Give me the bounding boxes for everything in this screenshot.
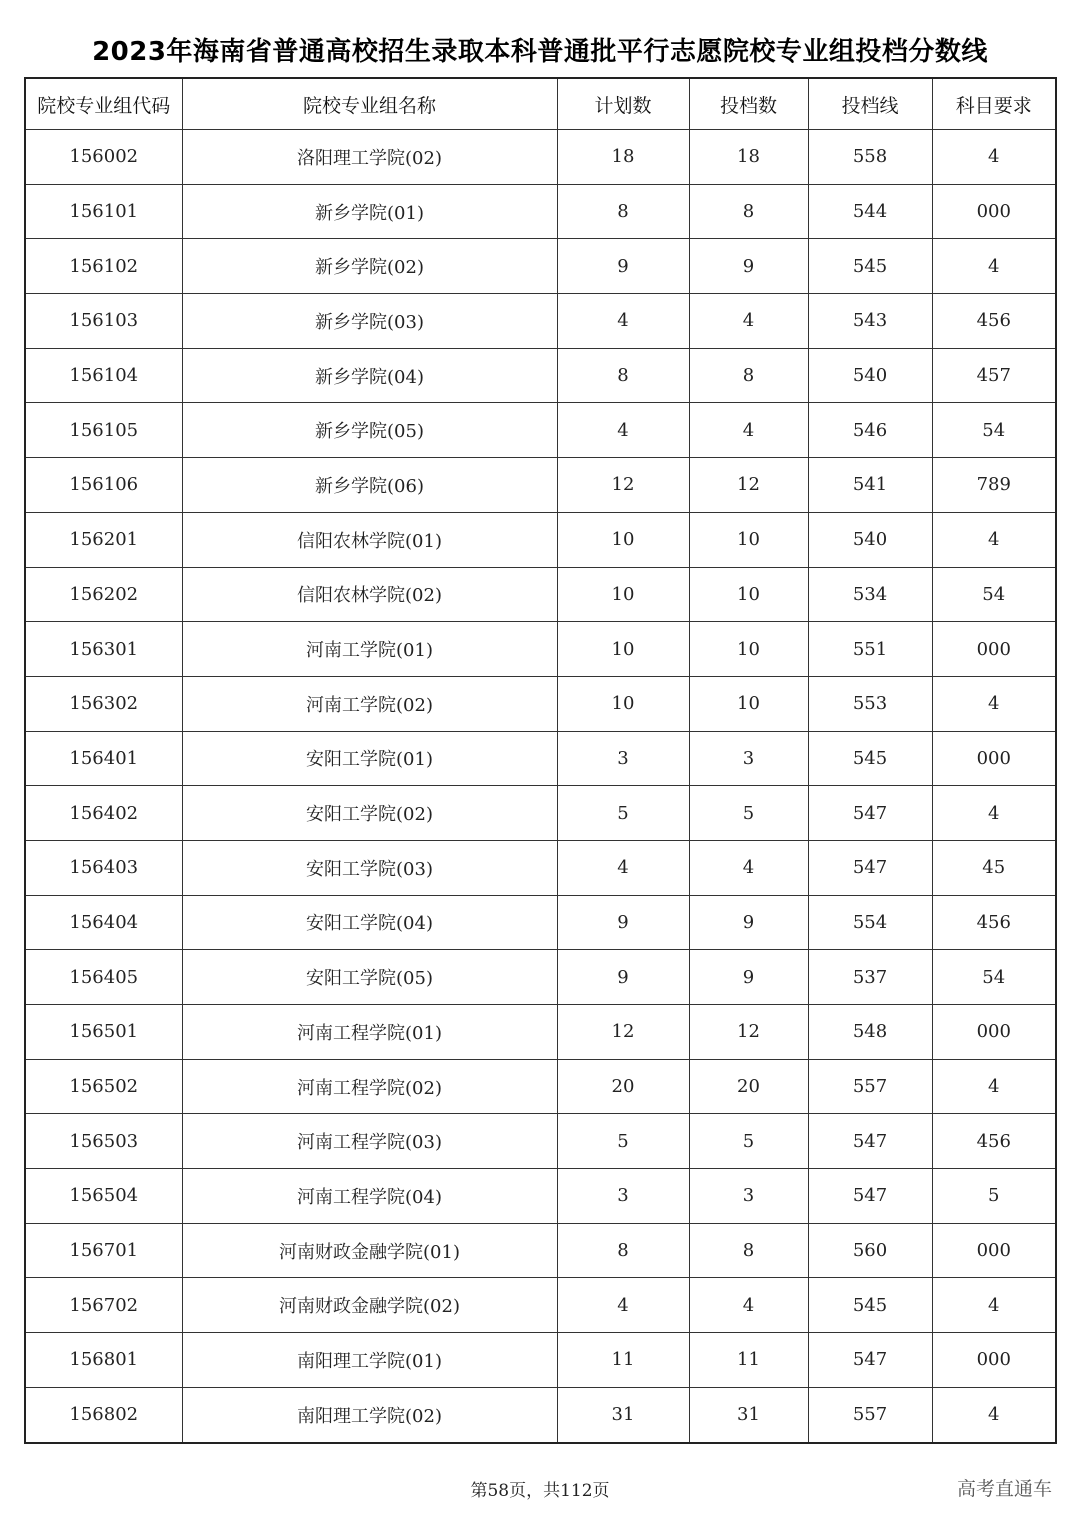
table-row: [25, 458, 1056, 513]
cutoff-score-cell: 547: [808, 840, 932, 895]
plan-count-cell: 9: [557, 895, 689, 950]
subject-requirement-cell: 54: [932, 567, 1056, 622]
table-row: [25, 567, 1056, 622]
plan-count-cell: 9: [557, 239, 689, 294]
cutoff-score-cell: 551: [808, 622, 932, 677]
table-row: [25, 1278, 1056, 1333]
plan-count-cell: 18: [557, 130, 689, 185]
cutoff-score-cell: 544: [808, 184, 932, 239]
admit-count-cell: 18: [689, 130, 808, 185]
admit-count-cell: 8: [689, 184, 808, 239]
cutoff-score-cell: 545: [808, 1278, 932, 1333]
subject-requirement-cell: 000: [932, 622, 1056, 677]
table-row: [25, 1114, 1056, 1169]
admit-count-cell: 10: [689, 622, 808, 677]
group-name-cell: 河南工程学院(03): [182, 1114, 557, 1169]
group-name-cell: 河南工学院(01): [182, 622, 557, 677]
subject-requirement-cell: 4: [932, 1059, 1056, 1114]
table-row: [25, 731, 1056, 786]
admit-count-cell: 9: [689, 239, 808, 294]
group-name-cell: 新乡学院(03): [182, 294, 557, 349]
group-code-cell: 156504: [25, 1169, 182, 1224]
admit-count-cell: 3: [689, 1169, 808, 1224]
table-row: [25, 294, 1056, 349]
subject-requirement-cell: 4: [932, 786, 1056, 841]
admit-count-cell: 12: [689, 458, 808, 513]
group-code-cell: 156106: [25, 458, 182, 513]
admit-count-cell: 8: [689, 348, 808, 403]
table-row: [25, 676, 1056, 731]
plan-count-cell: 20: [557, 1059, 689, 1114]
table-row: [25, 950, 1056, 1005]
cutoff-score-cell: 545: [808, 239, 932, 294]
group-code-cell: 156302: [25, 676, 182, 731]
admit-count-cell: 9: [689, 895, 808, 950]
plan-count-cell: 12: [557, 1005, 689, 1060]
plan-count-cell: 5: [557, 786, 689, 841]
subject-requirement-cell: 000: [932, 731, 1056, 786]
table-row: [25, 1059, 1056, 1114]
group-code-cell: 156201: [25, 512, 182, 567]
admit-count-cell: 4: [689, 840, 808, 895]
group-code-cell: 156701: [25, 1223, 182, 1278]
group-code-cell: 156502: [25, 1059, 182, 1114]
plan-count-cell: 10: [557, 567, 689, 622]
subject-requirement-cell: 457: [932, 348, 1056, 403]
cutoff-score-cell: 541: [808, 458, 932, 513]
plan-count-cell: 5: [557, 1114, 689, 1169]
cutoff-score-cell: 558: [808, 130, 932, 185]
admit-count-cell: 10: [689, 567, 808, 622]
group-code-cell: 156405: [25, 950, 182, 1005]
group-name-cell: 河南财政金融学院(01): [182, 1223, 557, 1278]
group-name-cell: 南阳理工学院(01): [182, 1333, 557, 1388]
group-code-cell: 156202: [25, 567, 182, 622]
table-row: [25, 895, 1056, 950]
table-body: [25, 130, 1056, 1443]
cutoff-score-cell: 547: [808, 1169, 932, 1224]
table-header-row: [25, 78, 1056, 130]
group-name-cell: 新乡学院(01): [182, 184, 557, 239]
admit-count-cell: 11: [689, 1333, 808, 1388]
group-name-cell: 河南工程学院(01): [182, 1005, 557, 1060]
group-name-cell: 安阳工学院(04): [182, 895, 557, 950]
group-code-cell: 156105: [25, 403, 182, 458]
group-code-cell: 156402: [25, 786, 182, 841]
plan-count-cell: 12: [557, 458, 689, 513]
admit-count-cell: 4: [689, 403, 808, 458]
subject-requirement-cell: 4: [932, 1387, 1056, 1442]
page-title: 2023年海南省普通高校招生录取本科普通批平行志愿院校专业组投档分数线: [92, 37, 988, 67]
table-row: [25, 1333, 1056, 1388]
subject-requirement-cell: 456: [932, 294, 1056, 349]
plan-count-cell: 3: [557, 1169, 689, 1224]
subject-requirement-cell: 5: [932, 1169, 1056, 1224]
plan-count-cell: 11: [557, 1333, 689, 1388]
plan-count-cell: 8: [557, 184, 689, 239]
subject-requirement-cell: 000: [932, 184, 1056, 239]
subject-requirement-cell: 4: [932, 130, 1056, 185]
cutoff-score-cell: 548: [808, 1005, 932, 1060]
group-code-cell: 156102: [25, 239, 182, 294]
admit-count-cell: 8: [689, 1223, 808, 1278]
table-row: [25, 786, 1056, 841]
admit-count-cell: 20: [689, 1059, 808, 1114]
score-table: [24, 77, 1057, 1444]
cutoff-score-cell: 547: [808, 1333, 932, 1388]
group-code-cell: 156404: [25, 895, 182, 950]
group-code-cell: 156101: [25, 184, 182, 239]
admit-count-cell: 10: [689, 676, 808, 731]
cutoff-score-cell: 547: [808, 1114, 932, 1169]
admit-count-cell: 4: [689, 294, 808, 349]
plan-count-cell: 4: [557, 1278, 689, 1333]
group-name-cell: 洛阳理工学院(02): [182, 130, 557, 185]
cutoff-score-cell: 540: [808, 348, 932, 403]
group-name-cell: 河南工程学院(04): [182, 1169, 557, 1224]
plan-count-cell: 10: [557, 512, 689, 567]
plan-count-cell: 4: [557, 840, 689, 895]
cutoff-score-cell: 557: [808, 1387, 932, 1442]
subject-requirement-cell: 000: [932, 1333, 1056, 1388]
admit-count-cell: 5: [689, 786, 808, 841]
subject-requirement-cell: 4: [932, 676, 1056, 731]
admit-count-cell: 12: [689, 1005, 808, 1060]
admit-count-cell: 31: [689, 1387, 808, 1442]
cutoff-score-cell: 546: [808, 403, 932, 458]
subject-requirement-cell: 54: [932, 403, 1056, 458]
admit-count-cell: 10: [689, 512, 808, 567]
header-subject-requirement: 科目要求: [932, 78, 1056, 130]
table-row: [25, 1387, 1056, 1442]
cutoff-score-cell: 557: [808, 1059, 932, 1114]
cutoff-score-cell: 537: [808, 950, 932, 1005]
plan-count-cell: 3: [557, 731, 689, 786]
table-row: [25, 1223, 1056, 1278]
group-name-cell: 河南工程学院(02): [182, 1059, 557, 1114]
subject-requirement-cell: 789: [932, 458, 1056, 513]
group-name-cell: 河南工学院(02): [182, 676, 557, 731]
group-name-cell: 安阳工学院(05): [182, 950, 557, 1005]
subject-requirement-cell: 456: [932, 1114, 1056, 1169]
plan-count-cell: 8: [557, 1223, 689, 1278]
subject-requirement-cell: 4: [932, 512, 1056, 567]
table-row: [25, 348, 1056, 403]
group-code-cell: 156503: [25, 1114, 182, 1169]
cutoff-score-cell: 553: [808, 676, 932, 731]
group-code-cell: 156702: [25, 1278, 182, 1333]
plan-count-cell: 9: [557, 950, 689, 1005]
subject-requirement-cell: 000: [932, 1223, 1056, 1278]
group-name-cell: 河南财政金融学院(02): [182, 1278, 557, 1333]
group-code-cell: 156802: [25, 1387, 182, 1442]
cutoff-score-cell: 534: [808, 567, 932, 622]
group-code-cell: 156403: [25, 840, 182, 895]
group-name-cell: 新乡学院(06): [182, 458, 557, 513]
cutoff-score-cell: 543: [808, 294, 932, 349]
header-group-code: 院校专业组代码: [25, 78, 182, 130]
group-name-cell: 新乡学院(04): [182, 348, 557, 403]
group-code-cell: 156301: [25, 622, 182, 677]
group-name-cell: 安阳工学院(02): [182, 786, 557, 841]
subject-requirement-cell: 456: [932, 895, 1056, 950]
group-name-cell: 新乡学院(02): [182, 239, 557, 294]
admit-count-cell: 9: [689, 950, 808, 1005]
group-name-cell: 新乡学院(05): [182, 403, 557, 458]
header-plan-count: 计划数: [557, 78, 689, 130]
subject-requirement-cell: 54: [932, 950, 1056, 1005]
plan-count-cell: 8: [557, 348, 689, 403]
group-code-cell: 156401: [25, 731, 182, 786]
group-code-cell: 156103: [25, 294, 182, 349]
group-code-cell: 156801: [25, 1333, 182, 1388]
group-code-cell: 156104: [25, 348, 182, 403]
page-number: 第58页，共112页: [470, 1481, 610, 1501]
header-admit-count: 投档数: [689, 78, 808, 130]
subject-requirement-cell: 45: [932, 840, 1056, 895]
plan-count-cell: 10: [557, 622, 689, 677]
cutoff-score-cell: 547: [808, 786, 932, 841]
group-name-cell: 安阳工学院(03): [182, 840, 557, 895]
table-row: [25, 622, 1056, 677]
cutoff-score-cell: 560: [808, 1223, 932, 1278]
admit-count-cell: 3: [689, 731, 808, 786]
table-row: [25, 840, 1056, 895]
subject-requirement-cell: 4: [932, 239, 1056, 294]
group-code-cell: 156501: [25, 1005, 182, 1060]
cutoff-score-cell: 554: [808, 895, 932, 950]
table-row: [25, 512, 1056, 567]
admit-count-cell: 4: [689, 1278, 808, 1333]
table-row: [25, 130, 1056, 185]
subject-requirement-cell: 4: [932, 1278, 1056, 1333]
plan-count-cell: 4: [557, 294, 689, 349]
subject-requirement-cell: 000: [932, 1005, 1056, 1060]
group-name-cell: 南阳理工学院(02): [182, 1387, 557, 1442]
table-row: [25, 1005, 1056, 1060]
plan-count-cell: 31: [557, 1387, 689, 1442]
cutoff-score-cell: 545: [808, 731, 932, 786]
admit-count-cell: 5: [689, 1114, 808, 1169]
header-group-name: 院校专业组名称: [182, 78, 557, 130]
table-row: [25, 1169, 1056, 1224]
group-name-cell: 信阳农林学院(02): [182, 567, 557, 622]
header-cutoff-score: 投档线: [808, 78, 932, 130]
group-name-cell: 信阳农林学院(01): [182, 512, 557, 567]
watermark-brand: 高考直通车: [956, 1478, 1052, 1500]
table-row: [25, 403, 1056, 458]
plan-count-cell: 10: [557, 676, 689, 731]
cutoff-score-cell: 540: [808, 512, 932, 567]
table-row: [25, 239, 1056, 294]
plan-count-cell: 4: [557, 403, 689, 458]
table-row: [25, 184, 1056, 239]
group-name-cell: 安阳工学院(01): [182, 731, 557, 786]
group-code-cell: 156002: [25, 130, 182, 185]
